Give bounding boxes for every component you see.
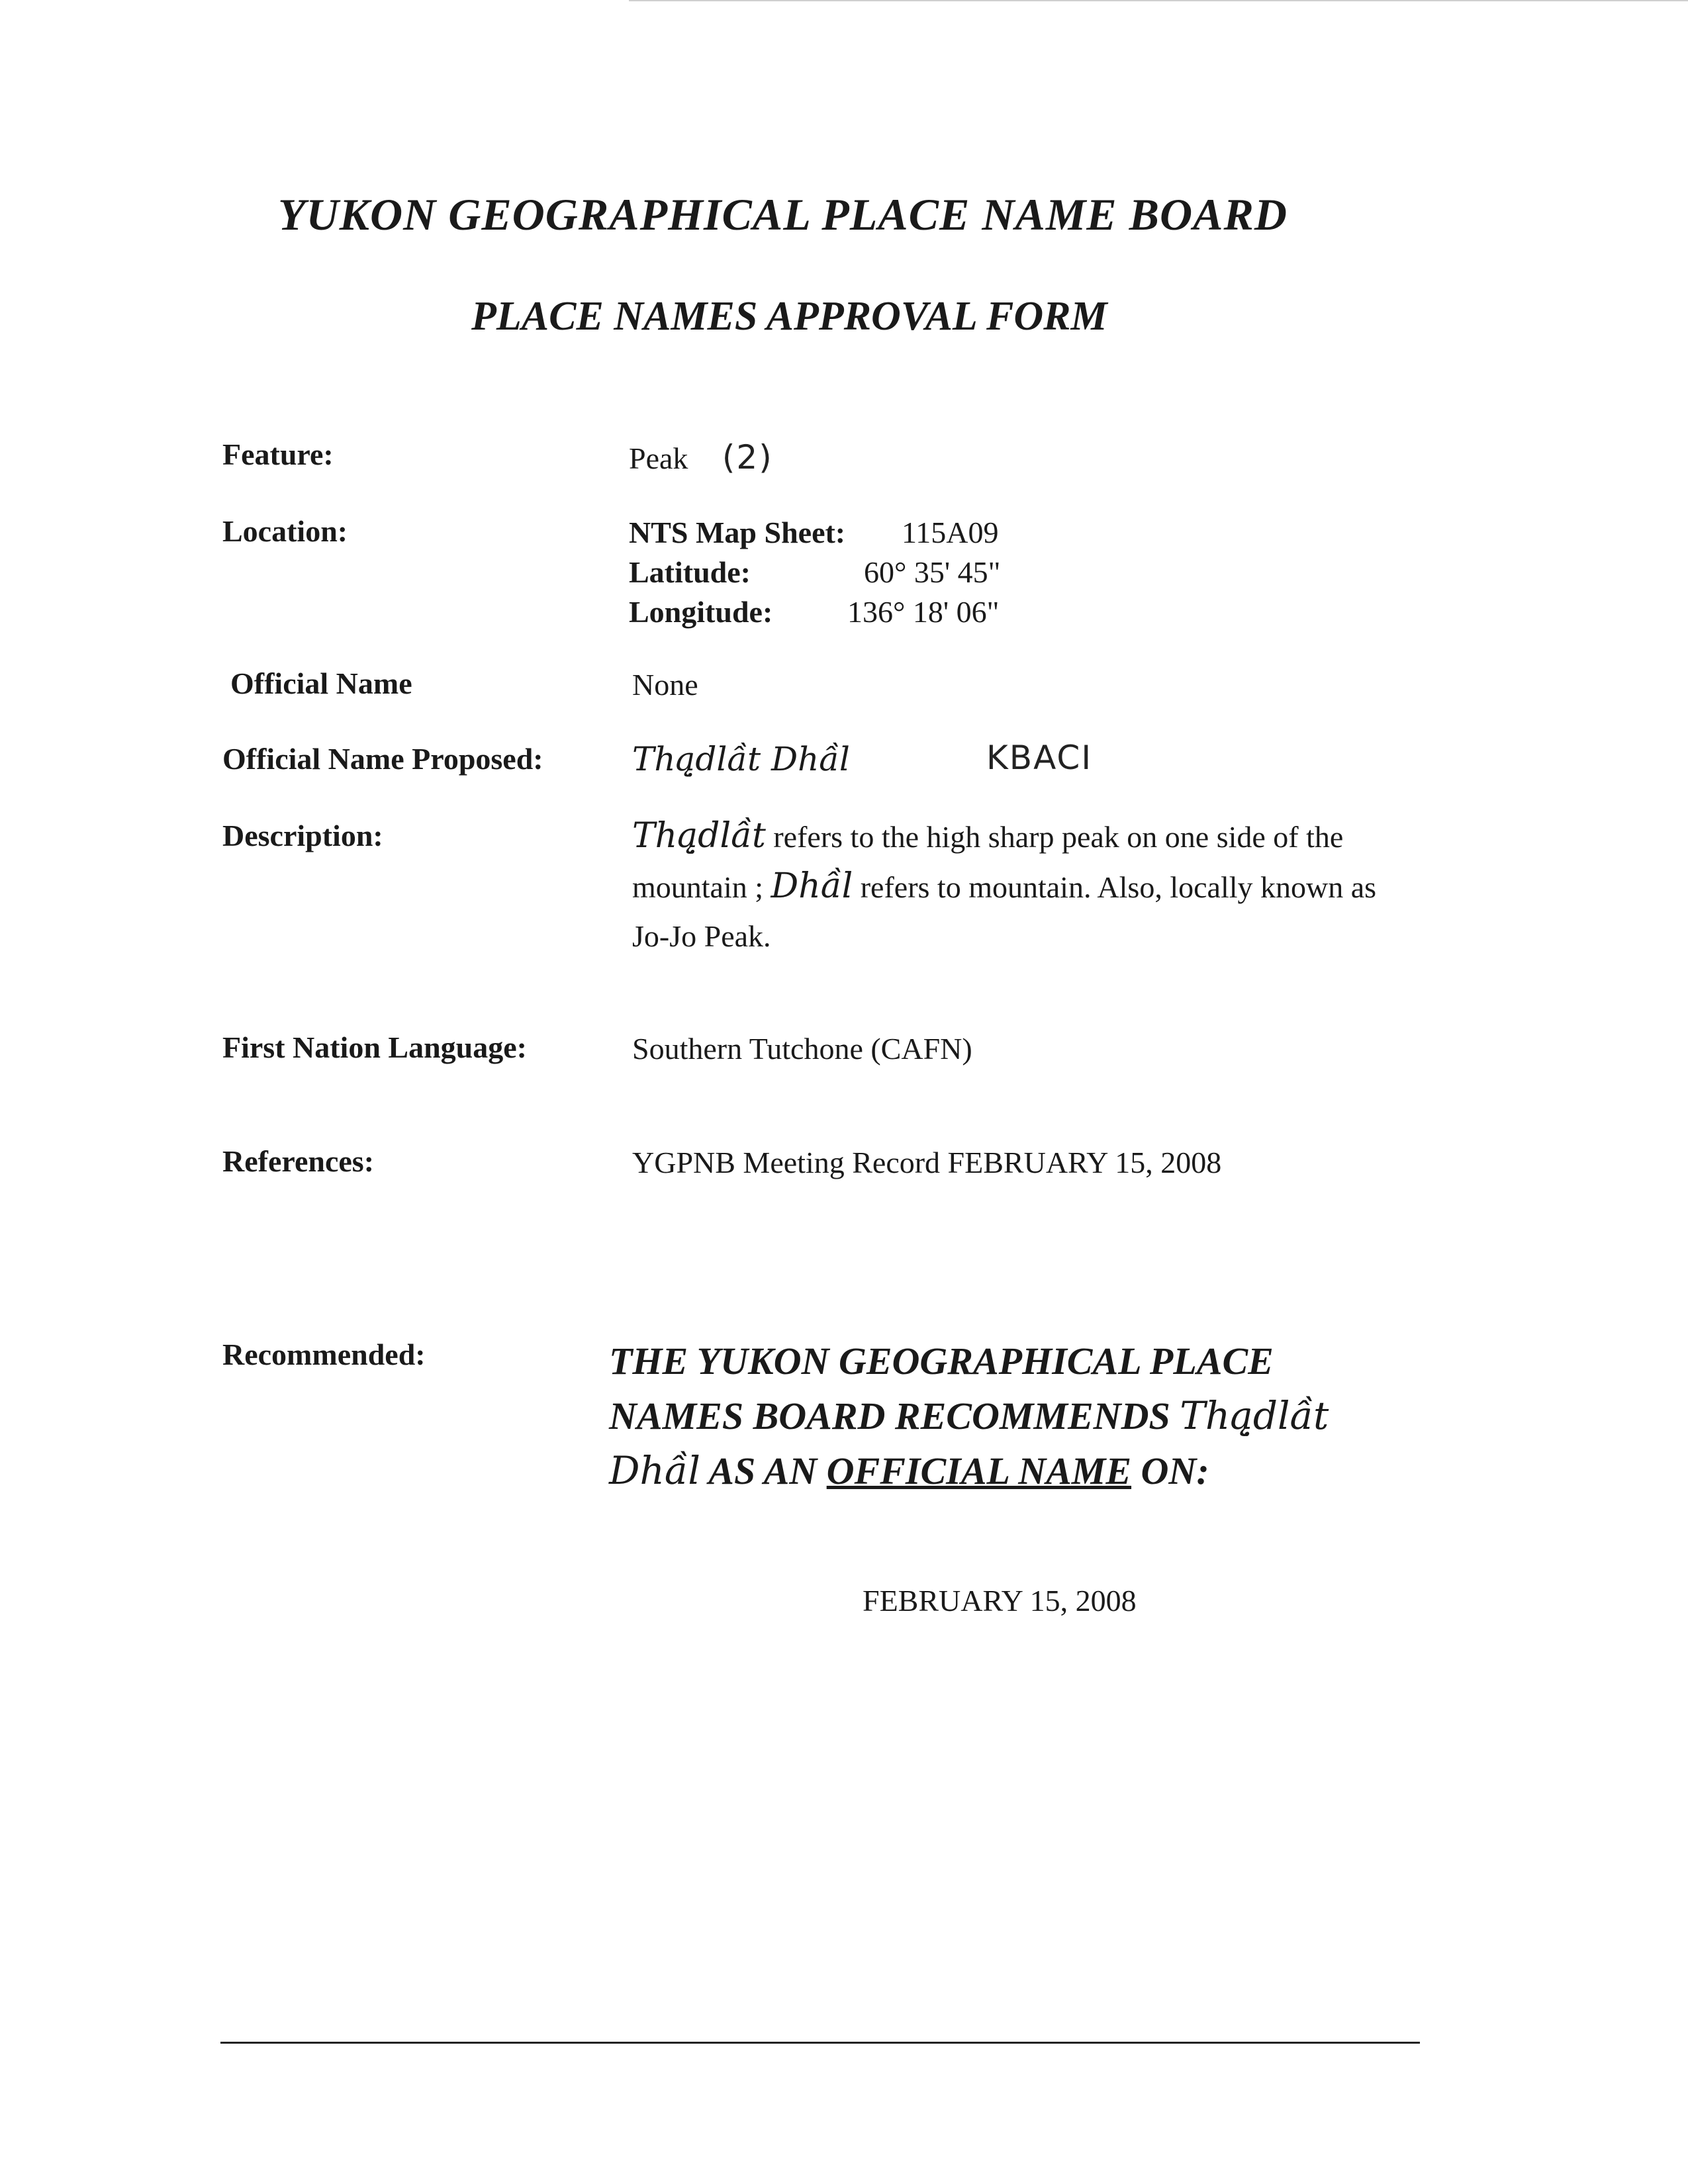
recommendation-date: FEBRUARY 15, 2008 [863,1584,1137,1617]
longitude-value: 136° 18' 06" [847,595,1000,629]
first-nation-language-value: Southern Tutchone (CAFN) [632,1032,972,1066]
description-text [632,811,1413,961]
official-name-value: None [632,668,698,702]
recommendation-official-name: OFFICIAL NAME [826,1449,1132,1492]
signature-line [220,2042,1420,2044]
proposed-handwritten-note: KBACI [986,739,1093,777]
feature-handwritten-note: (2) [722,438,773,477]
official-name-proposed-label: Official Name Proposed: [222,742,543,776]
feature-value-text: Peak [629,441,688,475]
description-label: Description: [222,819,383,852]
recommendation-name-dhal: Dhầl [609,1448,700,1493]
official-name-label: Official Name [230,666,412,700]
page-title: YUKON GEOGRAPHICAL PLACE NAME BOARD [278,189,1288,240]
first-nation-language-label: First Nation Language: [222,1030,527,1064]
recommendation-part-2: AS AN [700,1449,827,1492]
recommendation-name-thadlat: Thą̣dlầt [1180,1393,1329,1438]
description-term-thadlat: Thą̣dlầt [632,816,766,856]
recommended-label: Recommended: [222,1338,426,1371]
nts-map-sheet-value: 115A09 [902,516,999,549]
references-value: YGPNB Meeting Record FEBRUARY 15, 2008 [632,1146,1222,1179]
feature-value [629,438,773,477]
location-label: Location: [222,514,348,548]
feature-label: Feature: [222,437,334,471]
scan-edge-line [629,0,1688,1]
description-part-2: refers to mountain. Also, locally known as Jo-Jo Peak. [632,870,1377,953]
latitude-label: Latitude: [629,555,751,589]
references-label: References: [222,1144,375,1178]
recommendation-part-1: THE YUKON GEOGRAPHICAL PLACE NAMES BOARD RECOMMENDS [609,1340,1274,1437]
official-name-proposed-value: Thą̣dlầt Dhầl [632,740,850,778]
form-subtitle: PLACE NAMES APPROVAL FORM [471,294,1107,339]
description-term-dhal: Dhầl [771,866,853,906]
recommendation-part-3: ON: [1131,1449,1209,1492]
recommendation-statement [609,1334,1403,1498]
nts-map-sheet-label: NTS Map Sheet: [629,516,846,549]
latitude-value: 60° 35' 45" [864,555,1001,589]
longitude-label: Longitude: [629,595,773,629]
description-part-1: refers to the high sharp peak on one side of the mountain ; [632,820,1344,904]
